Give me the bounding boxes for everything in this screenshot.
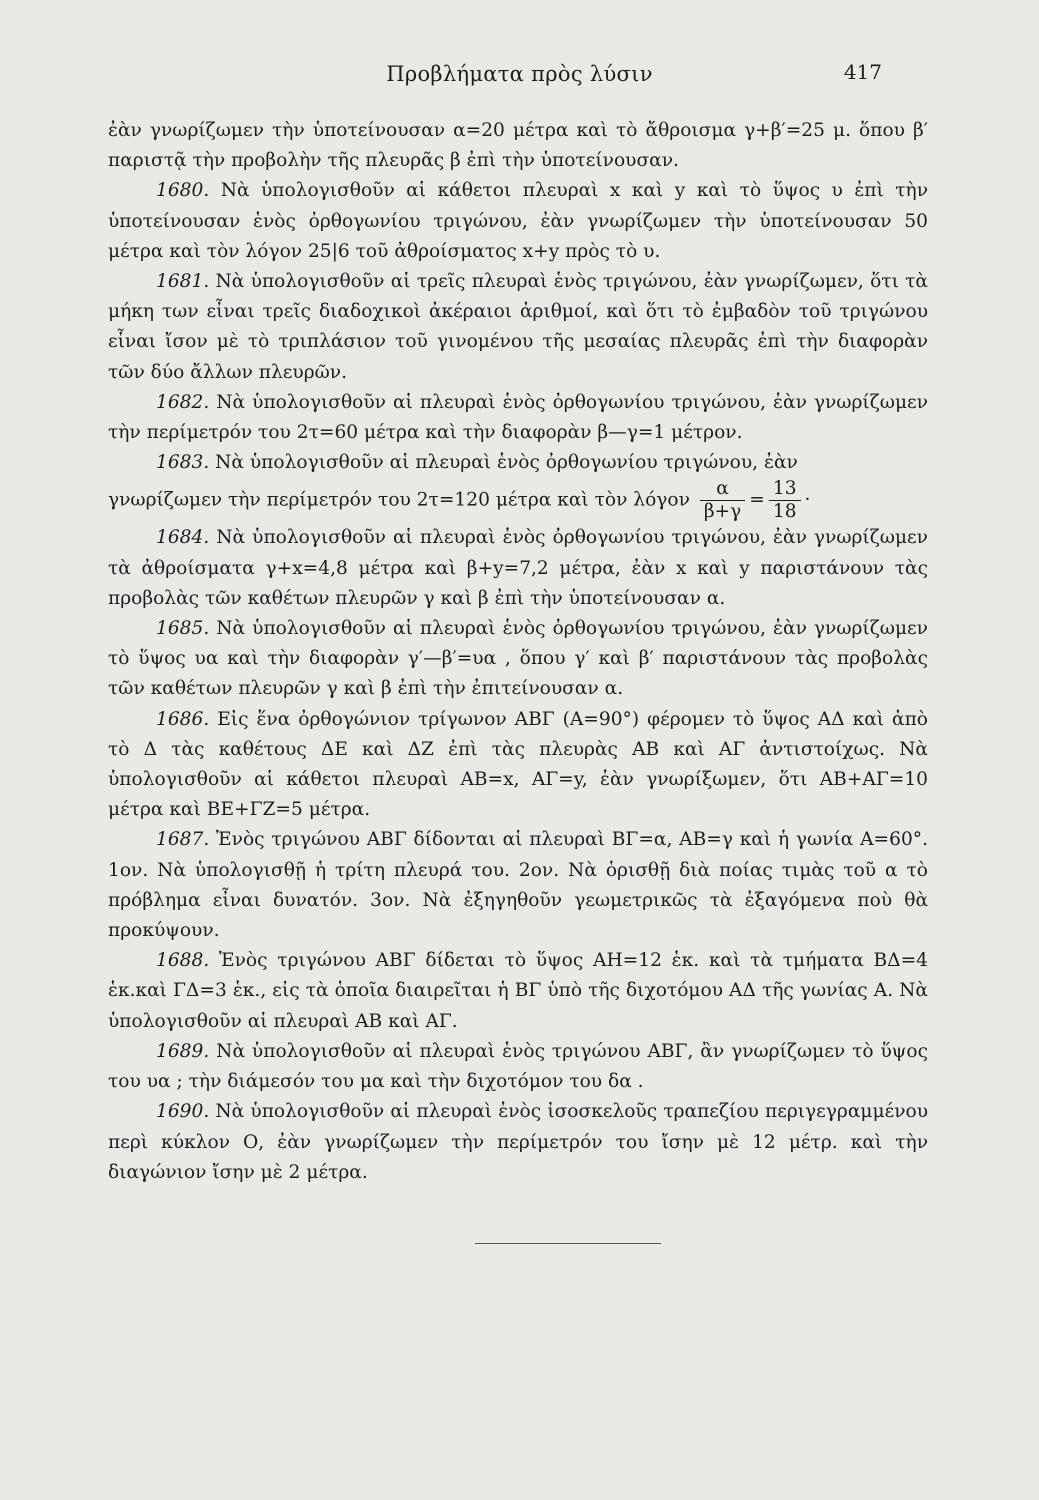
problem-1683-continued xyxy=(108,478,928,523)
problem-number: 1690. xyxy=(156,1101,210,1123)
fraction xyxy=(769,478,801,523)
problem-text: γνωρίζωμεν τὴν περίμετρόν του 2τ=120 μέτρα καὶ τὸν λόγον xyxy=(108,489,690,511)
problem-1686 xyxy=(108,705,928,826)
problem-1682 xyxy=(108,388,928,448)
problem-text: Νὰ ὑπολογισθοῦν αἱ πλευραὶ ἑνὸς ὀρθογωνίου τριγώνου, ἐὰν γνωρίζωμεν τὸ ὕψος υα καὶ τὴν διαφορὰν γ′—β′=υα , ὅπου γ′ καὶ β′ παριστάνουν τὰς προβολὰς τῶν καθέτων πλευρῶν γ καὶ β ἐπὶ τὴν ἐπιτείνουσαν α. xyxy=(108,618,928,700)
fraction-denominator: 18 xyxy=(769,500,801,523)
problem-number: 1688. xyxy=(156,950,210,972)
problem-1680 xyxy=(108,176,928,267)
problem-text: Νὰ ὑπολογισθοῦν αἱ πλευραὶ ἑνὸς ὀρθογωνίου τριγώνου, ἐὰν γνωρίζωμεν τὴν περίμετρόν του 2τ=60 μέτρα καὶ τὴν διαφορὰν β—γ=1 μέτρον. xyxy=(108,391,928,444)
fraction xyxy=(700,478,745,523)
fraction-denominator: β+γ xyxy=(700,500,745,523)
problem-number: 1684. xyxy=(156,527,210,549)
problem-number: 1681. xyxy=(156,271,210,293)
problem-1688 xyxy=(108,946,928,1037)
problem-1689 xyxy=(108,1037,928,1097)
problem-1684 xyxy=(108,523,928,614)
problem-text: Νὰ ὑπολογισθοῦν αἱ πλευραὶ ἑνὸς ὀρθογωνίου τριγώνου, ἐὰν xyxy=(209,452,798,474)
problem-1690 xyxy=(108,1097,928,1188)
problem-continuation: ἐὰν γνωρίζωμεν τὴν ὑποτείνουσαν α=20 μέτρα καὶ τὸ ἄθροισμα γ+β′=25 μ. ὅπου β′ παριστᾷ τὴν προβολὴν τῆς πλευρᾶς β ἐπὶ τὴν ὑποτείνουσαν. xyxy=(108,120,928,172)
footer-rule xyxy=(475,1243,661,1244)
fraction-numerator: α xyxy=(716,478,729,500)
problem-1683 xyxy=(108,448,928,478)
problem-1681 xyxy=(108,267,928,388)
running-header-title: Προβλήματα πρὸς λύσιν xyxy=(386,62,653,86)
problem-1687 xyxy=(108,825,928,946)
problem-text: Εἰς ἕνα ὀρθογώνιον τρίγωνον ΑΒΓ (Α=90°) φέρομεν τὸ ὕψος ΑΔ καὶ ἀπὸ τὸ Δ τὰς καθέτους ΔΕ καὶ ΔΖ ἐπὶ τὰς πλευρὰς ΑΒ καὶ ΑΓ ἀντιστοίχως. Νὰ ὑπολογισθοῦν αἱ κάθετοι πλευραὶ ΑΒ=x, ΑΓ=y, ἐὰν γνωρίξωμεν, ὅτι ΑΒ+ΑΓ=10 μέτρα καὶ ΒΕ+ΓΖ=5 μέτρα. xyxy=(108,708,928,821)
problem-1685 xyxy=(108,614,928,705)
problem-text: Ἑνὸς τριγώνου ΑΒΓ δίδονται αἱ πλευραὶ ΒΓ=α, ΑΒ=γ καὶ ἡ γωνία Α=60°. 1ον. Νὰ ὑπολογισθῇ ἡ τρίτη πλευρά του. 2ον. Νὰ ὁρισθῇ διὰ ποίας τιμὰς τοῦ α τὸ πρόβλημα εἶναι δυνατόν. 3ον. Νὰ ἐξηγηθοῦν γεωμετρικῶς τὰ ἐξαγόμενα ποὺ θὰ προκύψουν. xyxy=(108,829,928,942)
problem-number: 1680. xyxy=(156,180,210,202)
equals-sign: = xyxy=(749,489,765,511)
problem-number: 1683. xyxy=(156,452,210,474)
problem-text: Νὰ ὑπολογισθοῦν αἱ πλευραὶ ἑνὸς ἰσοσκελοῦς τραπεζίου περιγεγραμμένου περὶ κύκλον Ο, ἐὰν γνωρίζωμεν τὴν περίμετρόν του ἴσην μὲ 12 μέτρ. καὶ τὴν διαγώνιον ἴσην μὲ 2 μέτρα. xyxy=(108,1101,928,1183)
problems-text xyxy=(108,116,928,1188)
sentence-end: · xyxy=(804,489,811,511)
fraction-numerator: 13 xyxy=(772,478,797,500)
problem-number: 1686. xyxy=(156,708,210,730)
problem-number: 1685. xyxy=(156,618,210,640)
page-number: 417 xyxy=(843,60,882,84)
problem-text: Νὰ ὑπολογισθοῦν αἱ πλευραὶ ἑνὸς τριγώνου ΑΒΓ, ἂν γνωρίζωμεν τὸ ὕψος του υα ; τὴν διάμεσόν του μα καὶ τὴν διχοτόμον του δα . xyxy=(108,1040,928,1093)
problem-number: 1687. xyxy=(156,829,210,851)
problem-number: 1682. xyxy=(156,391,210,413)
problem-text: Νὰ ὑπολογισθοῦν αἱ τρεῖς πλευραὶ ἑνὸς τριγώνου, ἐὰν γνωρίζωμεν, ὅτι τὰ μήκη των εἶναι τρεῖς διαδοχικοὶ ἀκέραιοι ἀριθμοί, καὶ ὅτι τὸ ἐμβαδὸν τοῦ τριγώνου εἶναι ἴσον μὲ τὸ τριπλάσιον τοῦ γινομένου τῆς μεσαίας πλευρᾶς ἐπὶ τὴν διαφορὰν τῶν δύο ἄλλων πλευρῶν. xyxy=(108,271,928,383)
problem-text: Νὰ ὑπολογισθοῦν αἱ κάθετοι πλευραὶ x καὶ y καὶ τὸ ὕψος υ ἐπὶ τὴν ὑποτείνουσαν ἑνὸς ὀρθογωνίου τριγώνου, ἐὰν γνωρίζωμεν τὴν ὑποτείνουσαν 50 μέτρα καὶ τὸν λόγον 25|6 τοῦ ἀθροίσματος x+y πρὸς τὸ υ. xyxy=(108,180,928,262)
problem-number: 1689. xyxy=(156,1040,210,1062)
problem-text: Νὰ ὑπολογισθοῦν αἱ πλευραὶ ἑνὸς ὀρθογωνίου τριγώνου, ἐὰν γνωρίζωμεν τὰ ἀθροίσματα γ+x=4,8 μέτρα καὶ β+y=7,2 μέτρα, ἐὰν x καὶ y παριστάνουν τὰς προβολὰς τῶν καθέτων πλευρῶν γ καὶ β ἐπὶ τὴν ὑποτείνουσαν α. xyxy=(108,527,928,609)
problem-text: Ἑνὸς τριγώνου ΑΒΓ δίδεται τὸ ὕψος ΑΗ=12 ἑκ. καὶ τὰ τμήματα ΒΔ=4 ἑκ.καὶ ΓΔ=3 ἑκ., εἰς τὰ ὁποῖα διαιρεῖται ἡ ΒΓ ὑπὸ τῆς διχοτόμου ΑΔ τῆς γωνίας Α. Νὰ ὑπολογισθοῦν αἱ πλευραὶ ΑΒ καὶ ΑΓ. xyxy=(108,950,928,1032)
